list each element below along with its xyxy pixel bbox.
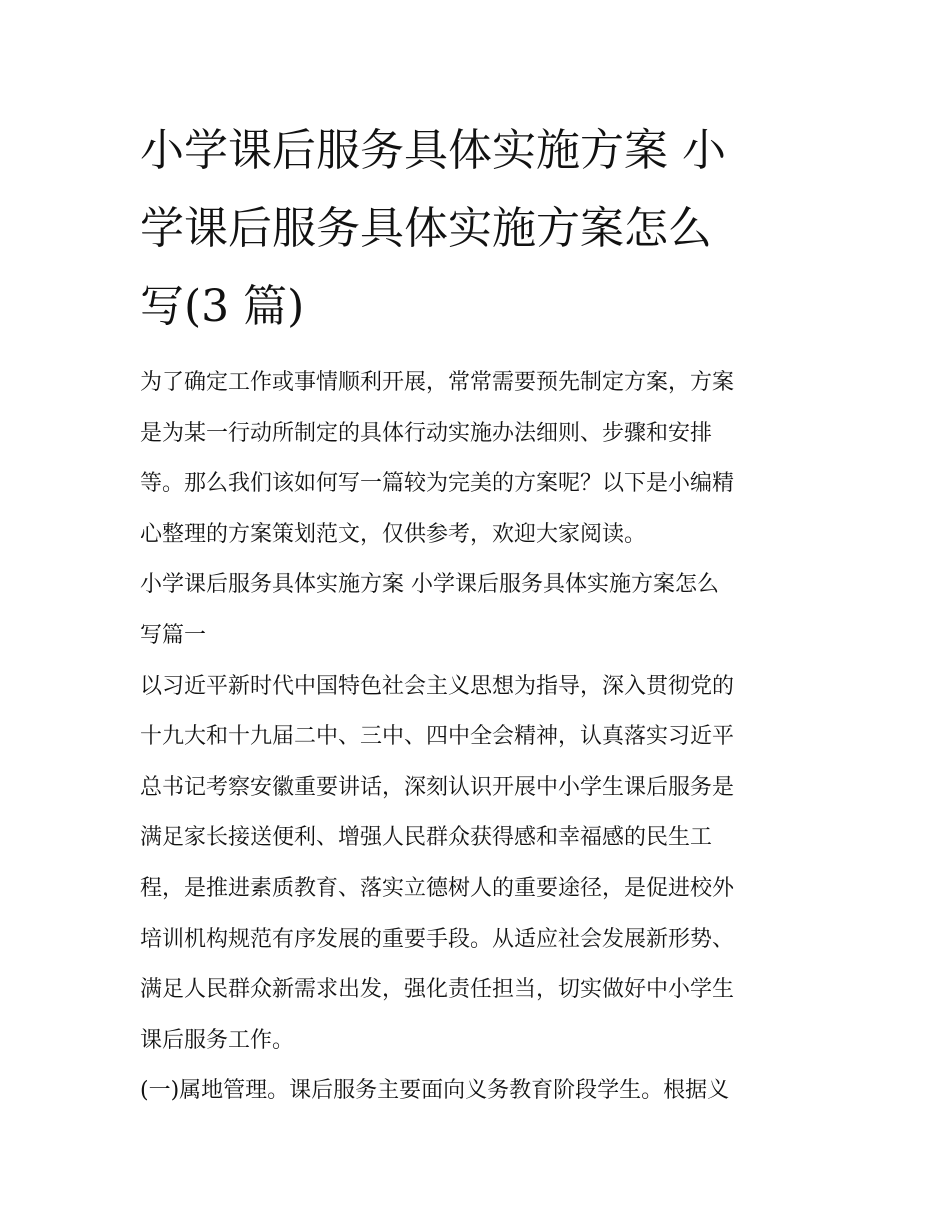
title-line-3: 写(3 篇): [140, 281, 305, 332]
text-line-12: 培训机构规范有序发展的重要手段。从适应社会发展新形势、: [140, 926, 735, 952]
text-line-11: 程，是推进素质教育、落实立德树人的重要途径，是促进校外: [140, 875, 735, 901]
text-line-15: (一)属地管理。课后服务主要面向义务教育阶段学生。根据义: [140, 1078, 730, 1104]
text-line-8: 十九大和十九届二中、三中、四中全会精神，认真落实习近平: [140, 724, 735, 750]
text-line-3: 等。那么我们该如何写一篇较为完美的方案呢？以下是小编精: [140, 471, 735, 497]
text-line-2: 是为某一行动所制定的具体行动实施办法细则、步骤和安排: [140, 420, 713, 446]
section-heading-line-2: 写篇一: [140, 622, 207, 648]
section-heading-line-1: 小学课后服务具体实施方案 小学课后服务具体实施方案怎么: [140, 572, 719, 598]
document-title: [140, 112, 820, 346]
document-body: [140, 358, 820, 1117]
document-page: [140, 112, 820, 1117]
text-line-4: 心整理的方案策划范文，仅供参考，欢迎大家阅读。: [140, 521, 647, 547]
text-line-13: 满足人民群众新需求出发，强化责任担当，切实做好中小学生: [140, 977, 735, 1003]
text-line-10: 满足家长接送便利、增强人民群众获得感和幸福感的民生工: [140, 825, 713, 851]
text-line-14: 课后服务工作。: [140, 1027, 295, 1053]
title-spacer: [140, 346, 820, 358]
title-line-1: 小学课后服务具体实施方案 小: [140, 125, 726, 176]
text-line-1: 为了确定工作或事情顺利开展，常常需要预先制定方案，方案: [140, 370, 735, 395]
text-line-7: 以习近平新时代中国特色社会主义思想为指导，深入贯彻党的: [140, 673, 735, 699]
text-line-9: 总书记考察安徽重要讲话，深刻认识开展中小学生课后服务是: [140, 774, 735, 800]
title-line-2: 学课后服务具体实施方案怎么: [140, 203, 712, 254]
